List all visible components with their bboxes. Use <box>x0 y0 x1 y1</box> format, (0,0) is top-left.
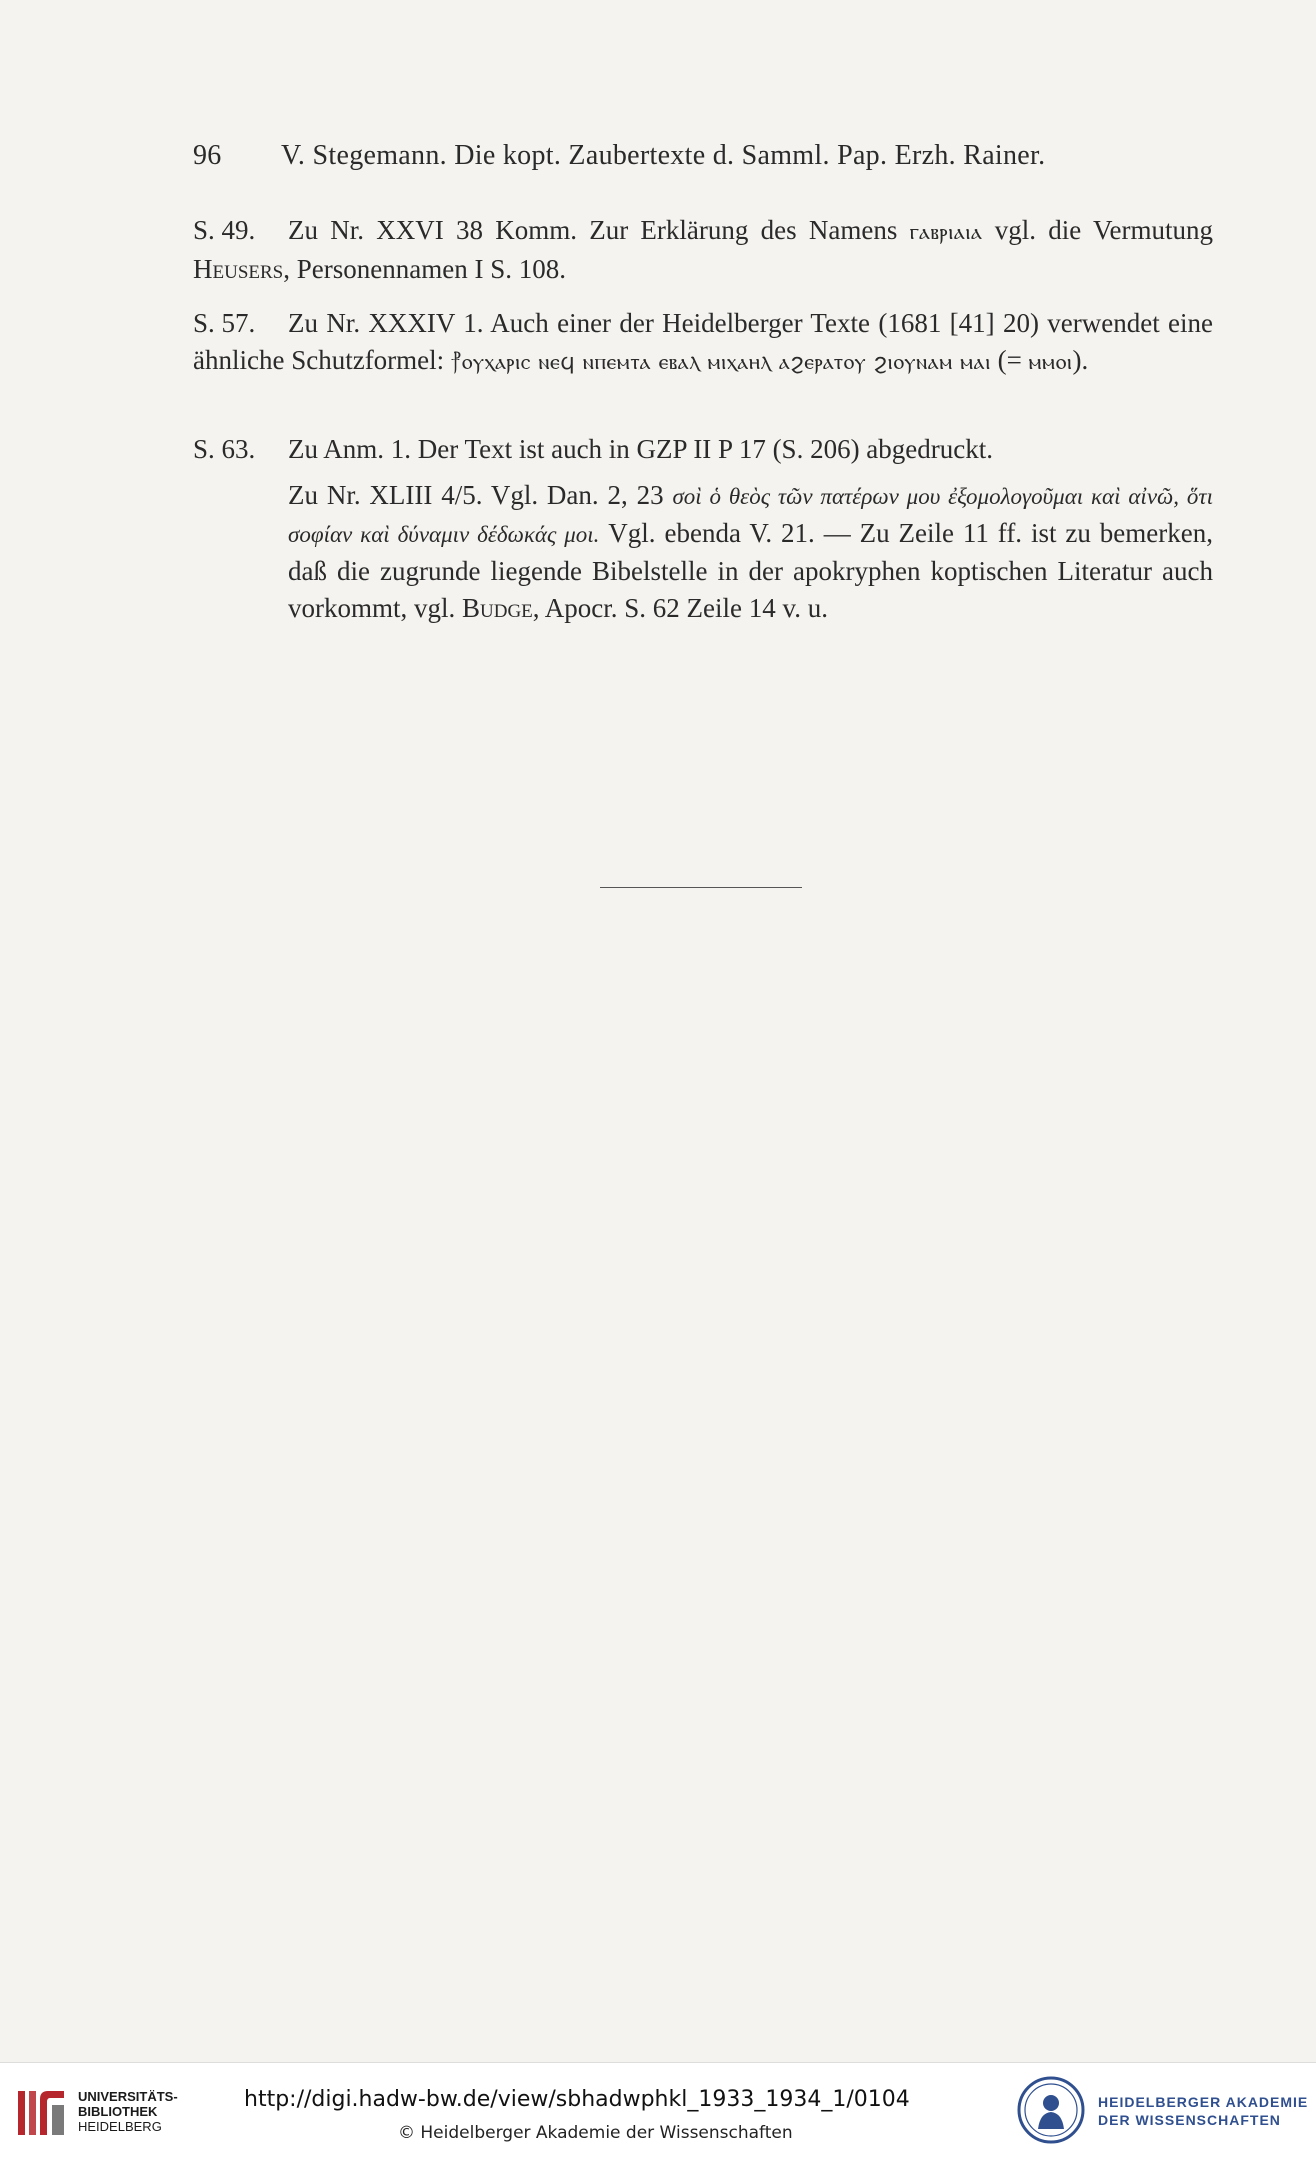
entry-text: Vgl. ebenda V. 21. — Zu Zeile 11 ff. ist zu bemerken, daß die zugrunde liegende Bibelstelle in der apokryphen koptischen Literatur auch vorkommt, vgl. <box>288 518 1213 623</box>
entry-label: S. 57. <box>193 308 256 338</box>
entry-label: S. 49. <box>193 215 256 245</box>
author-name: Budge <box>462 593 533 623</box>
coptic-name: ⲅⲁⲃⲣⲓⲁⲓⲁ <box>909 220 983 245</box>
digitization-footer <box>0 2062 1316 2158</box>
greek-quotation: σοὶ ὁ θεὸς τῶν πατέρων μου ἐξομολογοῦμαι καὶ αἰνῶ, ὅτι σοφίαν καὶ δύναμιν δέδωκάς μοι. <box>288 484 1213 547</box>
entry-text: Zu Anm. 1. Der Text ist auch in GZP II P 17 (S. 206) abgedruckt. <box>288 434 994 464</box>
entry-label: S. 63. <box>193 434 256 464</box>
entry-text: vgl. die Vermutung <box>982 215 1213 245</box>
entry-text: , Apocr. S. 62 Zeile 14 v. u. <box>532 593 829 623</box>
addendum-s49 <box>193 212 1213 288</box>
university-library-logo-icon <box>14 2085 70 2141</box>
entry-text: (= <box>990 345 1029 375</box>
running-head <box>193 140 1045 172</box>
academy-name: HEIDELBERGER AKADEMIE DER WISSENSCHAFTEN <box>1098 2094 1309 2128</box>
coptic-formula: ⳨ⲟⲩⲭⲁⲣⲓⲥ ⲛⲉϥ ⲛⲡⲉⲙⲧⲁ ⲉⲃⲁⲗ ⲙⲓⲭⲁⲏⲗ ⲁϩⲉⲣⲁⲧⲟⲩ ϩⲓⲟⲩⲛⲁⲙ ⲙⲁⲓ <box>450 350 991 375</box>
section-divider <box>600 887 802 888</box>
entry-text: , Personennamen I S. 108. <box>283 254 566 284</box>
addendum-s63-continued <box>193 477 1213 627</box>
author-name: Heusers <box>193 254 284 284</box>
entry-text: ). <box>1072 345 1089 375</box>
academy-seal-icon <box>1016 2075 1086 2145</box>
page-number: 96 <box>193 140 222 171</box>
copyright-notice: © Heidelberger Akademie der Wissenschaften <box>398 2123 793 2143</box>
entry-text: Zu Nr. XLIII 4/5. Vgl. Dan. 2, 23 <box>288 480 673 510</box>
addendum-s57 <box>193 305 1213 381</box>
entry-text: Zu Nr. XXVI 38 Komm. Zur Erklärung des Namens <box>288 215 910 245</box>
running-title: V. Stegemann. Die kopt. Zaubertexte d. Samml. Pap. Erzh. Rainer. <box>281 140 1046 171</box>
library-name: UNIVERSITÄTS- BIBLIOTHEK HEIDELBERG <box>78 2089 178 2134</box>
coptic-word: ⲙⲙⲟⲓ <box>1028 350 1073 375</box>
addendum-s63 <box>193 431 1213 468</box>
permalink[interactable]: http://digi.hadw-bw.de/view/sbhadwphkl_1933_1934_1/0104 <box>244 2087 910 2112</box>
entry-text: Zu Nr. XXXIV 1. Auch einer der Heidelberger Texte (1681 [41] 20) verwendet eine ähnliche Schutzformel: <box>193 308 1213 375</box>
